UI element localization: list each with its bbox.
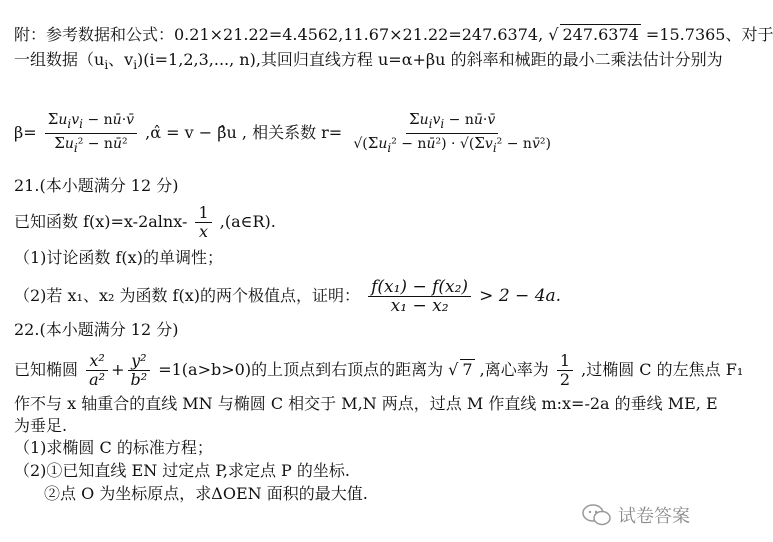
q22-line3: 为垂足. xyxy=(14,416,68,435)
fraction-denominator: a² xyxy=(89,370,106,389)
corr-denominator: $√(\Sigma u_i^2$ − nū²) · $√(\Sigma v_i^2$ − nv̄²) xyxy=(353,133,551,155)
corr-label: , 相关系数 r= xyxy=(241,122,343,142)
q22-given-text: ,离心率为 xyxy=(479,360,549,379)
fraction-denominator: x xyxy=(199,222,209,241)
watermark-text: 试卷答案 xyxy=(618,506,690,527)
appendix-text: 、v xyxy=(108,50,134,69)
beta-formula xyxy=(14,110,557,157)
subscript: i xyxy=(104,58,109,73)
q22-line2: 作不与 x 轴重合的直线 MN 与椭圆 C 相交于 M,N 两点，过点 M 作直线 m:x=-2a 的垂线 ME, E xyxy=(14,394,718,413)
alpha-formula: ,α̂ = v − β̂u xyxy=(145,122,237,142)
beta-label: β= xyxy=(14,122,37,142)
q21-given-text: ,(a∈R). xyxy=(219,212,276,231)
corr-fraction xyxy=(350,110,554,157)
q21-part2-text: > 2 − 4a. xyxy=(479,286,562,306)
q22-given-text: ,过椭圆 C 的左焦点 F₁ xyxy=(581,360,744,379)
watermark xyxy=(582,502,690,528)
appendix-text: )(i=1,2,3,..., n),其回归直线方程 u=α+βu 的斜率和械距的最小二乘法估计分别为 xyxy=(137,50,723,69)
q21-part2 xyxy=(14,278,561,315)
q21-part2-fraction xyxy=(368,278,471,315)
appendix-line-2 xyxy=(14,50,723,75)
fraction-denominator: b² xyxy=(130,370,148,389)
q21-part2-text: （2)若 x₁、x₂ 为函数 f(x)的两个极值点，证明： xyxy=(14,286,360,305)
regression-formulas xyxy=(14,88,704,162)
q22-part2b: ②点 O 为坐标原点，求ΔOEN 面积的最大值. xyxy=(44,484,368,503)
q22-title: 22.(本小题满分 12 分) xyxy=(14,320,179,339)
fraction-numerator: y² xyxy=(128,352,149,371)
corr-numerator: $\Sigma u_iv_i$ − nū·v̄ xyxy=(406,110,498,134)
q21-part1: （1)讨论函数 f(x)的单调性； xyxy=(14,248,223,267)
beta-numerator: $\Sigma u_iv_i$ − nū·v̄ xyxy=(45,110,137,134)
appendix-line-1 xyxy=(14,24,773,45)
q21-title: 21.(本小题满分 12 分) xyxy=(14,176,179,195)
sqrt-expression: √ 7 xyxy=(448,360,473,379)
q22-given-text: 已知椭圆 xyxy=(14,360,79,379)
beta-fraction xyxy=(45,110,137,157)
q21-given xyxy=(14,204,276,241)
fraction-numerator: f(x₁) − f(x₂) xyxy=(368,278,471,297)
q22-part2a: （2)①已知直线 EN 过定点 P,求定点 P 的坐标. xyxy=(14,461,350,480)
appendix-text: 附：参考数据和公式：0.21×21.22=4.4562,11.67×21.22=247.6374, xyxy=(14,25,544,44)
subscript: i xyxy=(133,58,138,73)
q21-fraction xyxy=(195,204,211,241)
fraction-numerator: 1 xyxy=(557,352,573,371)
sqrt-expression: √ 247.6374 xyxy=(548,25,639,44)
fraction-denominator: 2 xyxy=(559,370,571,389)
q22-given: 已知椭圆 $\frac{\text{x²}}{\text{a²}}$ + $\frac{\text{y²}}{\text{b²}}$ =1(a>b>0)的上顶点到右顶点的距离为 √ 7 ,离心率为 $\frac{1}{2}$ ,过椭圆 C 的左焦点 F₁ xyxy=(14,351,744,389)
appendix-text: =15.7365、对于 xyxy=(645,25,773,44)
beta-denominator: $\Sigma u_i^2$ − nū² xyxy=(54,133,128,155)
q22-given-text: =1(a>b>0)的上顶点到右顶点的距离为 xyxy=(158,360,444,379)
ellipse-y-fraction xyxy=(127,352,150,389)
q21-given-text: 已知函数 f(x)=x-2alnx- xyxy=(14,212,188,231)
fraction-numerator: 1 xyxy=(195,204,211,223)
wechat-icon xyxy=(582,504,612,526)
fraction-numerator: x² xyxy=(86,352,107,371)
fraction-denominator: x₁ − x₂ xyxy=(390,296,449,316)
appendix-text: 一组数据（u xyxy=(14,50,105,69)
q22-part1: （1)求椭圆 C 的标准方程； xyxy=(14,438,213,457)
eccentricity-fraction xyxy=(557,352,573,389)
ellipse-x-fraction xyxy=(86,352,108,389)
